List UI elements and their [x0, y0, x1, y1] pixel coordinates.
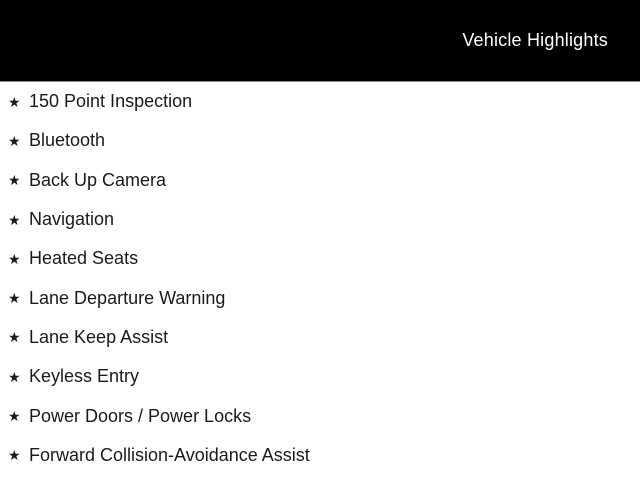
list-item [0, 161, 640, 200]
highlight-label: Forward Collision-Avoidance Assist [29, 444, 310, 465]
star-icon: ★ [8, 368, 21, 385]
vehicle-highlights-list [0, 82, 640, 475]
page-title: Vehicle Highlights [462, 30, 608, 50]
highlight-label: Heated Seats [29, 248, 139, 269]
list-item [0, 357, 640, 396]
star-icon: ★ [8, 250, 21, 267]
header-bar [0, 0, 640, 82]
star-icon: ★ [8, 93, 21, 110]
highlight-label: Lane Departure Warning [29, 287, 226, 308]
highlight-label: Power Doors / Power Locks [29, 405, 252, 426]
list-item [0, 436, 640, 475]
star-icon: ★ [8, 290, 21, 307]
list-item [0, 239, 640, 278]
highlight-label: Back Up Camera [29, 169, 167, 190]
highlight-label: Navigation [29, 209, 115, 230]
star-icon: ★ [8, 132, 21, 149]
star-icon: ★ [8, 329, 21, 346]
list-item [0, 200, 640, 239]
star-icon: ★ [8, 211, 21, 228]
list-item [0, 318, 640, 357]
highlight-label: 150 Point Inspection [29, 91, 193, 112]
highlight-label: Lane Keep Assist [29, 326, 169, 347]
star-icon: ★ [8, 172, 21, 189]
list-item [0, 82, 640, 121]
highlight-label: Bluetooth [29, 130, 106, 151]
star-icon: ★ [8, 408, 21, 425]
list-item [0, 396, 640, 435]
list-item [0, 278, 640, 317]
star-icon: ★ [8, 447, 21, 464]
list-item [0, 121, 640, 160]
highlight-label: Keyless Entry [29, 366, 140, 387]
